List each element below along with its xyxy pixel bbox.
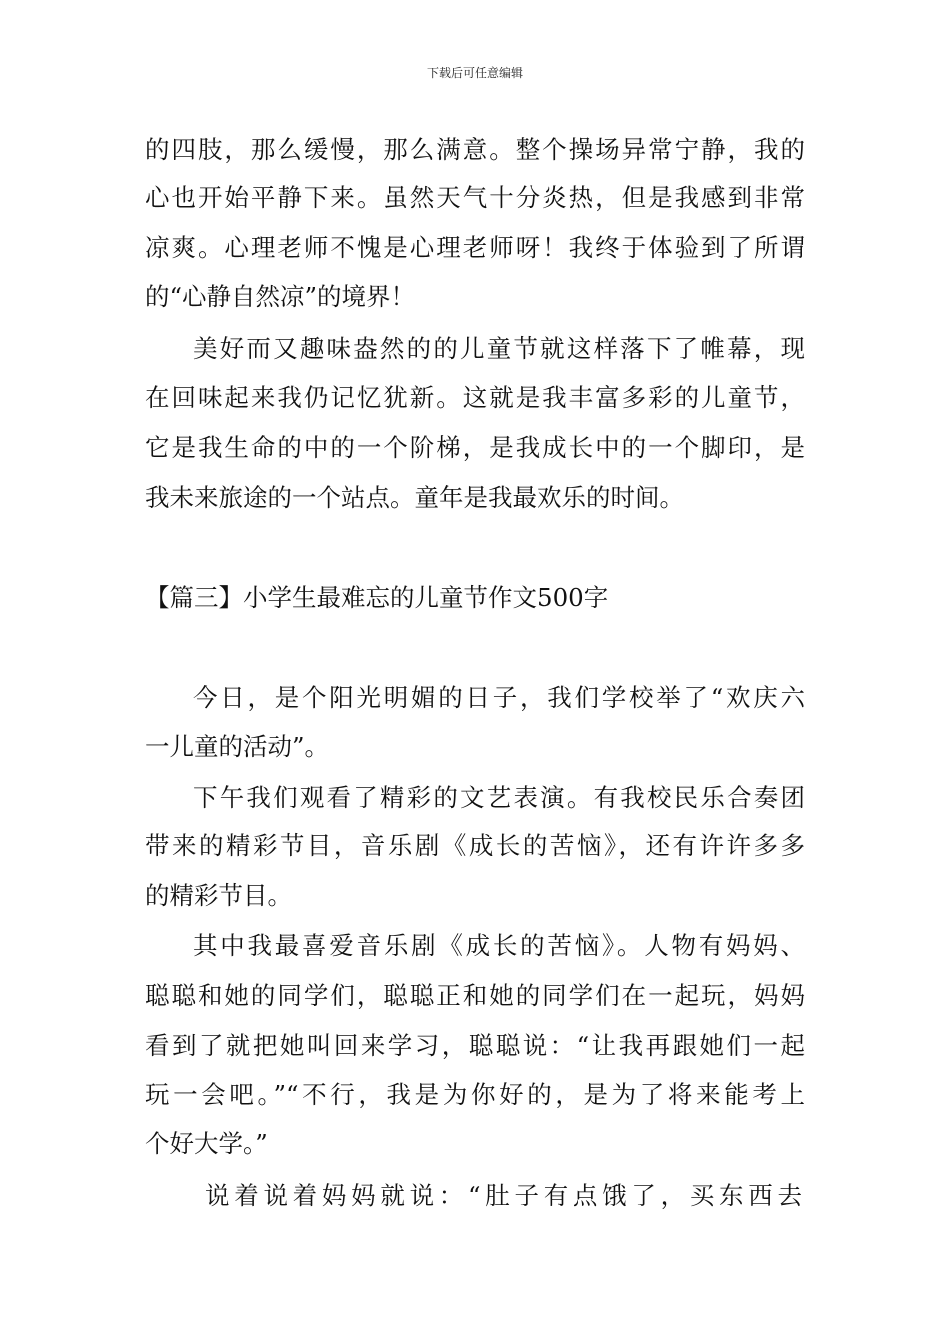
text-line: 其中我最喜爱音乐剧《成长的苦恼》。人物有妈妈、	[193, 931, 805, 960]
text-line: 心也开始平静下来。虽然天气十分炎热，但是我感到非常	[145, 183, 805, 212]
text-line: 说着说着妈妈就说：“肚子有点饿了，买东西去	[205, 1181, 805, 1210]
text-line: 看到了就把她叫回来学习，聪聪说：“让我再跟她们一起	[145, 1031, 805, 1060]
page-header: 下载后可任意编辑	[426, 66, 523, 80]
text-line: 下午我们观看了精彩的文艺表演。有我校民乐合奏团	[193, 783, 805, 812]
text-line: 在回味起来我仍记忆犹新。这就是我丰富多彩的儿童节，	[145, 383, 805, 412]
text-line: 美好而又趣味盎然的的儿童节就这样落下了帷幕，现	[193, 334, 805, 363]
text-line: 的四肢，那么缓慢，那么满意。整个操场异常宁静，我的	[145, 135, 805, 164]
text-line: 玩一会吧。”“不行，我是为你好的，是为了将来能考上	[145, 1080, 805, 1109]
text-line: 个好大学。”	[145, 1129, 268, 1158]
text-line: 一儿童的活动”。	[145, 732, 330, 761]
text-line: 的精彩节目。	[145, 881, 292, 910]
text-line: 凉爽。心理老师不愧是心理老师呀！我终于体验到了所谓	[145, 233, 805, 262]
text-line: 它是我生命的中的一个阶梯，是我成长中的一个脚印，是	[145, 433, 805, 462]
text-line: 我未来旅途的一个站点。童年是我最欢乐的时间。	[145, 483, 684, 512]
section-heading: 【篇三】小学生最难忘的儿童节作文500字	[145, 583, 609, 612]
text-line: 带来的精彩节目，音乐剧《成长的苦恼》，还有许许多多	[145, 831, 805, 860]
text-line: 今日，是个阳光明媚的日子，我们学校举了“欢庆六	[193, 683, 805, 712]
text-line: 聪聪和她的同学们，聪聪正和她的同学们在一起玩，妈妈	[145, 981, 805, 1010]
text-line: 的“心静自然凉”的境界！	[145, 282, 416, 311]
